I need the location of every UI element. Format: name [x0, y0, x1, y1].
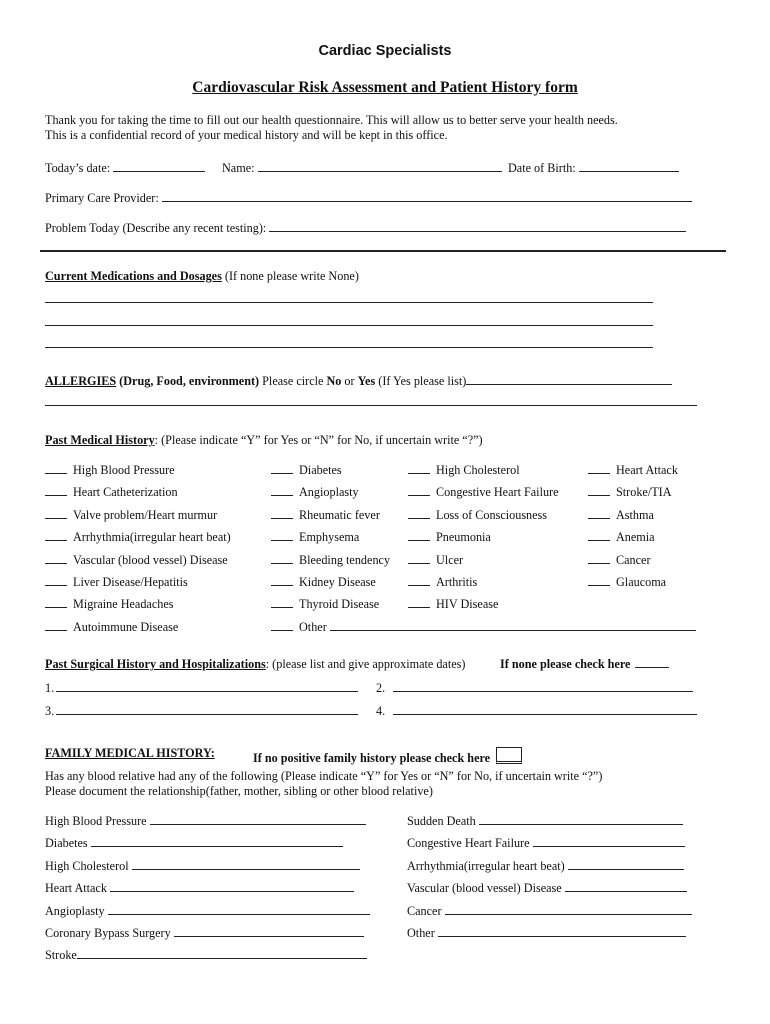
family-condition-label: Sudden Death [407, 814, 476, 828]
surgical-num-2: 2. [376, 681, 386, 695]
past-medical-item [271, 531, 359, 543]
answer-blank[interactable] [588, 518, 610, 519]
family-item [407, 905, 692, 917]
family-item [45, 905, 370, 917]
past-medical-item [588, 576, 666, 588]
past-medical-item [408, 509, 547, 521]
family-condition-label: Coronary Bypass Surgery [45, 926, 171, 940]
family-relationship-field[interactable] [108, 914, 370, 915]
answer-blank[interactable] [45, 518, 67, 519]
surgical-heading-row [45, 658, 465, 670]
past-medical-item [271, 576, 376, 588]
answer-blank[interactable] [408, 495, 430, 496]
answer-blank[interactable] [408, 585, 430, 586]
allergies-field[interactable] [466, 384, 672, 385]
condition-label: Migraine Headaches [73, 597, 174, 612]
family-condition-label: High Blood Pressure [45, 814, 147, 828]
condition-label: High Cholesterol [436, 463, 520, 477]
name-row [222, 162, 502, 174]
dob-label: Date of Birth: [508, 161, 576, 175]
answer-blank[interactable] [408, 607, 430, 608]
allergies-line-2[interactable] [45, 405, 697, 406]
family-relationship-field[interactable] [438, 936, 686, 937]
condition-label: Bleeding tendency [299, 552, 391, 567]
allergies-circle-label: Please circle [262, 374, 324, 388]
answer-blank[interactable] [588, 495, 610, 496]
answer-blank[interactable] [588, 473, 610, 474]
surgical-num-1: 1. [45, 681, 55, 695]
condition-label: Diabetes [299, 463, 342, 477]
past-medical-item [408, 464, 520, 476]
answer-blank[interactable] [588, 540, 610, 541]
condition-label: Loss of Consciousness [436, 507, 548, 522]
date-label: Today’s date: [45, 161, 111, 175]
family-none-label: If no positive family history please check here [253, 751, 491, 765]
family-relationship-field[interactable] [479, 824, 683, 825]
answer-blank[interactable] [408, 518, 430, 519]
condition-label: Cancer [616, 552, 651, 567]
condition-label: Pneumonia [436, 530, 491, 545]
problem-row [45, 222, 686, 234]
family-condition-label: Other [407, 926, 435, 940]
intro-line-2: This is a confidential record of your medical history and will be kept in this office. [45, 128, 448, 142]
condition-label: Vascular (blood vessel) Disease [73, 552, 228, 567]
past-medical-item [408, 486, 559, 498]
condition-label: Anemia [616, 530, 655, 545]
allergies-yes[interactable]: Yes [357, 374, 376, 388]
condition-label: Heart Attack [616, 463, 678, 477]
allergies-note: (If Yes please list) [378, 374, 467, 388]
family-relationship-field[interactable] [110, 891, 354, 892]
answer-blank[interactable] [45, 473, 67, 474]
condition-label: Valve problem/Heart murmur [73, 507, 218, 522]
past-medical-item [45, 486, 178, 498]
problem-field[interactable] [269, 231, 686, 232]
family-item [45, 860, 360, 872]
family-relationship-field[interactable] [77, 958, 367, 959]
condition-label: Thyroid Disease [299, 597, 380, 612]
family-item [407, 860, 684, 872]
answer-blank[interactable] [271, 518, 293, 519]
condition-label: Liver Disease/Hepatitis [73, 575, 188, 589]
past-medical-item [45, 554, 228, 566]
dob-row [508, 162, 679, 174]
family-relationship-field[interactable] [568, 869, 684, 870]
family-condition-label: Angioplasty [45, 903, 105, 918]
family-item [45, 815, 366, 827]
past-medical-heading: Past Medical History [45, 433, 155, 447]
condition-label: Glaucoma [616, 575, 667, 589]
past-medical-item [588, 464, 678, 476]
family-heading-row [45, 747, 215, 759]
past-medical-item [45, 509, 217, 521]
family-item [45, 882, 354, 894]
surgical-none-check[interactable] [635, 667, 669, 668]
surgical-item-1 [45, 682, 358, 694]
medications-line-3[interactable] [45, 347, 653, 348]
name-label: Name: [222, 161, 255, 175]
answer-blank[interactable] [588, 585, 610, 586]
family-relationship-field[interactable] [445, 914, 692, 915]
answer-blank[interactable] [45, 495, 67, 496]
answer-blank[interactable] [45, 630, 67, 631]
answer-blank[interactable] [408, 563, 430, 564]
past-medical-item [45, 598, 174, 610]
answer-blank[interactable] [408, 473, 430, 474]
allergies-row [45, 375, 672, 387]
past-medical-item [271, 621, 696, 633]
past-medical-item [408, 554, 463, 566]
condition-label: Ulcer [436, 552, 464, 567]
past-medical-item [271, 554, 390, 566]
allergies-heading: ALLERGIES [45, 374, 117, 388]
answer-blank[interactable] [45, 540, 67, 541]
answer-blank[interactable] [271, 473, 293, 474]
family-item [45, 927, 364, 939]
allergies-or: or [344, 374, 355, 388]
answer-blank[interactable] [271, 563, 293, 564]
name-field[interactable] [258, 171, 502, 172]
past-medical-item [408, 598, 498, 610]
past-medical-note: : (Please indicate “Y” for Yes or “N” for No, if uncertain write “?”) [154, 433, 483, 447]
past-medical-item [271, 598, 379, 610]
condition-label: Congestive Heart Failure [436, 485, 559, 500]
family-relationship-field[interactable] [533, 846, 685, 847]
pcp-label: Primary Care Provider: [45, 191, 159, 205]
surgical-item-4 [376, 705, 697, 717]
family-item [407, 837, 685, 849]
allergies-no[interactable]: No [326, 374, 342, 388]
answer-blank[interactable] [271, 585, 293, 586]
family-condition-label: High Cholesterol [45, 858, 129, 873]
condition-label: HIV Disease [436, 597, 499, 612]
dob-field[interactable] [579, 171, 679, 172]
family-relationship-field[interactable] [91, 846, 343, 847]
family-relationship-field[interactable] [565, 891, 687, 892]
answer-blank[interactable] [588, 563, 610, 564]
surgical-none-row [500, 658, 669, 670]
condition-label: Emphysema [299, 530, 360, 545]
condition-label: Stroke/TIA [616, 485, 672, 500]
condition-label: High Blood Pressure [73, 463, 175, 477]
condition-label: Other [299, 619, 327, 634]
condition-label: Arthritis [436, 575, 478, 589]
pcp-row [45, 192, 692, 204]
medications-heading: Current Medications and Dosages [45, 269, 222, 283]
family-condition-label: Diabetes [45, 836, 88, 851]
date-row [45, 162, 205, 174]
answer-blank[interactable] [271, 540, 293, 541]
past-medical-item [45, 576, 188, 588]
date-field[interactable] [113, 171, 205, 172]
surgical-item-3 [45, 705, 358, 717]
intro-line-1: Thank you for taking the time to fill out our health questionnaire. This will allow us to better serve your health needs. [45, 113, 618, 127]
condition-label: Rheumatic fever [299, 507, 380, 522]
past-medical-item [45, 621, 178, 633]
org-name: Cardiac Specialists [318, 43, 452, 59]
section-divider [40, 250, 726, 252]
surgical-item-2 [376, 682, 693, 694]
medications-line-2[interactable] [45, 325, 653, 326]
family-item [407, 882, 687, 894]
pcp-field[interactable] [162, 201, 692, 202]
medications-line-1[interactable] [45, 302, 653, 303]
family-condition-label: Stroke [45, 948, 77, 963]
family-relationship-field[interactable] [174, 936, 364, 937]
past-medical-heading-row [45, 434, 483, 446]
past-medical-item [271, 509, 380, 521]
family-none-row [253, 747, 522, 764]
family-relationship-field[interactable] [150, 824, 366, 825]
condition-label: Asthma [616, 507, 654, 522]
condition-label: Autoimmune Disease [73, 619, 179, 634]
family-condition-label: Heart Attack [45, 881, 107, 896]
past-medical-item [588, 554, 651, 566]
past-medical-item [408, 531, 491, 543]
family-item [407, 815, 683, 827]
surgical-note: : (please list and give approximate dates) [265, 657, 466, 671]
family-none-checkbox[interactable] [496, 747, 522, 764]
past-medical-item [271, 464, 342, 476]
past-medical-item [408, 576, 477, 588]
surgical-field-2[interactable] [393, 691, 693, 692]
family-item [45, 949, 367, 961]
answer-blank[interactable] [45, 585, 67, 586]
past-medical-item [588, 486, 672, 498]
surgical-num-3: 3. [45, 704, 55, 718]
family-item [45, 837, 343, 849]
past-medical-item [588, 509, 654, 521]
answer-blank[interactable] [45, 607, 67, 608]
surgical-field-4[interactable] [393, 714, 697, 715]
family-condition-label: Arrhythmia(irregular heart beat) [407, 858, 565, 873]
form-title: Cardiovascular Risk Assessment and Patient History form [192, 79, 578, 96]
past-medical-item [45, 464, 175, 476]
answer-blank[interactable] [271, 607, 293, 608]
medications-note: (If none please write None) [224, 269, 359, 283]
surgical-field-1[interactable] [56, 691, 358, 692]
family-question-2: Please document the relationship(father, mother, sibling or other blood relative) [45, 784, 433, 798]
family-item [407, 927, 686, 939]
answer-blank[interactable] [45, 563, 67, 564]
condition-label: Kidney Disease [299, 575, 376, 589]
allergies-types: (Drug, Food, environment) [119, 374, 260, 388]
condition-label: Heart Catheterization [73, 485, 178, 500]
other-condition-field[interactable] [330, 630, 696, 631]
answer-blank[interactable] [408, 540, 430, 541]
family-heading: FAMILY MEDICAL HISTORY: [45, 746, 215, 760]
medications-heading-row [45, 270, 359, 282]
surgical-num-4: 4. [376, 704, 386, 718]
condition-label: Angioplasty [299, 485, 359, 500]
problem-label: Problem Today (Describe any recent testing): [45, 221, 267, 235]
past-medical-item [271, 486, 359, 498]
answer-blank[interactable] [271, 630, 293, 631]
family-condition-label: Congestive Heart Failure [407, 836, 530, 851]
answer-blank[interactable] [271, 495, 293, 496]
family-condition-label: Vascular (blood vessel) Disease [407, 881, 562, 896]
past-medical-item [45, 531, 231, 543]
surgical-heading: Past Surgical History and Hospitalizations [45, 657, 266, 671]
surgical-field-3[interactable] [56, 714, 358, 715]
surgical-none-label: If none please check here [500, 657, 631, 671]
past-medical-item [588, 531, 655, 543]
family-question-1: Has any blood relative had any of the following (Please indicate “Y” for Yes or “N” for No, if uncertain write “?”) [45, 769, 603, 783]
family-condition-label: Cancer [407, 903, 442, 918]
condition-label: Arrhythmia(irregular heart beat) [73, 530, 231, 545]
family-relationship-field[interactable] [132, 869, 360, 870]
